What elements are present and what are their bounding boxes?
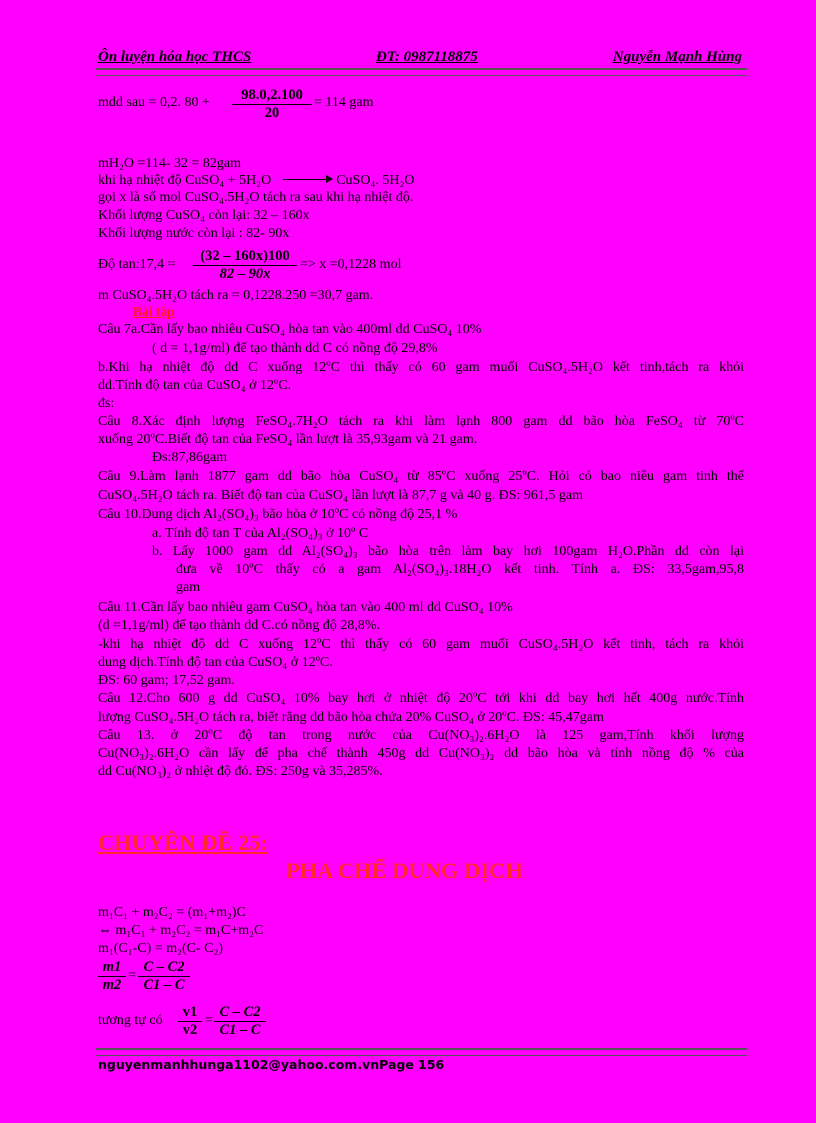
ratio-fraction-left [98, 959, 126, 994]
exercise-line: CuSO₄.5H₂O tách ra. Biết độ tan của CuSO₄ lần lượt là 87,7 g và 40 g. ĐS: 961,5 gam [98, 488, 583, 503]
let-x-line: gọi x là số mol CuSO₄.5H₂O tách ra sau khi hạ nhiệt độ. [98, 190, 414, 205]
ratio-denominator: v2 [182, 1022, 198, 1038]
ratio-denominator: C1 – C [219, 1022, 261, 1038]
mdd-denominator: 20 [264, 105, 280, 121]
formula-line: m₁C₁ + m₂C₂ = (m₁+m₂)C [98, 905, 246, 920]
exercise-line: dd.Tính độ tan của CuSO₄ ở 12ºC. [98, 378, 292, 393]
exercise-line: Cu(NO₃)₂.6H₂O cần lấy để pha chế thành 450g dd Cu(NO₃)₂ dd bão hòa và tính nồng độ % của [98, 746, 744, 761]
exercise-line: đs: [98, 396, 115, 411]
solubility-denominator: 82 – 90x [219, 266, 271, 282]
cooling-reactants: khi hạ nhiệt độ CuSO₄ + 5H₂O [98, 173, 272, 188]
ratio-denominator: m2 [102, 977, 122, 993]
exercise-line: ( d = 1,1g/ml) để tạo thành dd C có nồng độ 29,8% [152, 341, 438, 356]
exercise-line: Câu 11.Cần lấy bao nhiêu gam CuSO₄ hòa tan vào 400 ml dd CuSO₄ 10% [98, 600, 513, 615]
exercise-line: lượng CuSO₄.5H₂O tách ra, biết rằng dd bão hòa chứa 20% CuSO₄ ở 20ºC. ĐS: 45,47gam [98, 710, 604, 725]
solubility-fraction [193, 248, 297, 283]
formula-line: m₁(C₁-C) = m₂(C- C₂) [98, 941, 224, 956]
exercise-line: Câu 8.Xác định lượng FeSO₄.7H₂O tách ra khi làm lạnh 800 gam dd bão hòa FeSO₄ từ 70ºC [98, 414, 744, 429]
exercise-line: -khi hạ nhiệt độ dd C xuống 12ºC thì thấy có 60 gam muối CuSO₄.5H₂O kết tinh, tách ra khỏi [98, 637, 744, 652]
ratio-numerator: m1 [102, 959, 122, 975]
ratio-numerator: v1 [182, 1004, 198, 1020]
header-divider [96, 68, 747, 76]
exercise-line: xuống 20ºC.Biết độ tan của FeSO₄ lần lượt là 35,93gam và 21 gam. [98, 432, 478, 447]
exercise-line: b.Khi hạ nhiệt độ dd C xuống 12ºC thì thấy có 60 gam muối CuSO₄.5H₂O kết tinh,tách ra khỏi [98, 360, 744, 375]
equals-sign: = [128, 968, 136, 983]
volume-fraction-left [178, 1004, 202, 1039]
exercise-answer: Đs:87,86gam [152, 450, 228, 465]
mdd-fraction [232, 87, 312, 122]
similar-label: tương tự có [98, 1013, 163, 1028]
reaction-arrow-icon [283, 174, 333, 184]
cooling-reaction [98, 173, 414, 189]
volume-fraction-right [214, 1004, 266, 1039]
exercise-line: dung dịch.Tính độ tan của CuSO₄ ở 12ºC. [98, 655, 333, 670]
exercise-line: Câu 7a.Cần lấy bao nhiêu CuSO₄ hòa tan vào 400ml dd CuSO₄ 10% [98, 322, 482, 337]
mdd-prefix: mdd sau = 0,2. 80 + [98, 95, 210, 110]
ratio-numerator: C – C2 [219, 1004, 261, 1020]
exercise-line: dd Cu(NO₃)₂ ở nhiệt độ đó. ĐS: 250g và 35,285%. [98, 764, 383, 779]
exercise-line: Câu 10.Dung dịch Al₂(SO₄)₃ bão hòa ở 10ºC có nồng độ 25,1 % [98, 507, 458, 522]
header-course-title: Ôn luyện hóa học THCS [98, 49, 252, 65]
page-header [98, 49, 742, 67]
remaining-water-line: Khối lượng nước còn lại : 82- 90x [98, 226, 290, 241]
exercise-subitem-a: a. Tính độ tan T của Al₂(SO₄)₃ ở 10º C [152, 526, 369, 541]
ratio-numerator: C – C2 [143, 959, 185, 975]
cooling-product: CuSO₄. 5H₂O [336, 173, 415, 188]
mdd-result: = 114 gam [314, 95, 374, 110]
solubility-numerator: (32 – 160x)100 [200, 248, 290, 264]
footer-email-page: nguyenmanhhunga1102@yahoo.com.vnPage 156 [98, 1057, 445, 1072]
exercise-line: Câu 13. ở 20ºC độ tan trong nước của Cu(NO₃)₂.6H₂O là 125 gam,Tính khối lượng [98, 728, 744, 743]
header-author: Nguyễn Mạnh Hùng [612, 49, 742, 65]
ratio-fraction-right [138, 959, 190, 994]
exercise-answer: ĐS: 60 gam; 17,52 gam. [98, 673, 235, 688]
exercise-line: Câu 12.Cho 600 g dd CuSO₄ 10% bay hơi ở nhiệt độ 20ºC tới khi dd bay hơi hết 400g nước.Tính [98, 691, 744, 706]
remaining-cuso4-line: Khối lượng CuSO₄ còn lại: 32 – 160x [98, 208, 310, 223]
water-mass-line: mH₂O =114- 32 = 82gam [98, 156, 242, 171]
equals-sign: = [205, 1013, 213, 1028]
final-mass-line: m CuSO₄.5H₂O tách ra = 0,1228.250 =30,7 gam. [98, 288, 374, 303]
exercise-line: (d =1,1g/ml) để tạo thành dd C.có nồng độ 28,8%. [98, 618, 381, 633]
formula-line: ⇔ m₁C₁ + m₂C₂ = m₁C+m₂C [98, 923, 264, 938]
exercises-title: Bài tập [133, 304, 175, 319]
exercise-line: Câu 9.Làm lạnh 1877 gam dd bão hòa CuSO₄ từ 85ºC xuống 25ºC. Hỏi có bao niêu gam tinh thể [98, 469, 744, 484]
solubility-prefix: Độ tan:17,4 = [98, 257, 176, 272]
exercise-line: gam [176, 580, 201, 595]
mdd-numerator: 98.0,2.100 [241, 87, 303, 103]
header-phone: ĐT: 0987118875 [376, 49, 478, 65]
exercise-line: đưa về 10ºC thấy có a gam Al₂(SO₄)₃.18H₂O kết tinh. Tính a. ĐS: 33,5gam,95,8 [176, 562, 744, 577]
footer-divider [96, 1048, 747, 1056]
solubility-result: => x =0,1228 mol [300, 257, 402, 272]
chapter-number: CHUYÊN ĐỀ 25: [98, 830, 269, 855]
chapter-title: PHA CHẾ DUNG DỊCH [286, 858, 523, 883]
exercise-subitem-b: b. Lấy 1000 gam dd Al₂(SO₄)₃ bão hòa trên làm bay hơi 100gam H₂O.Phần dd còn lại [152, 544, 744, 559]
ratio-denominator: C1 – C [143, 977, 185, 993]
